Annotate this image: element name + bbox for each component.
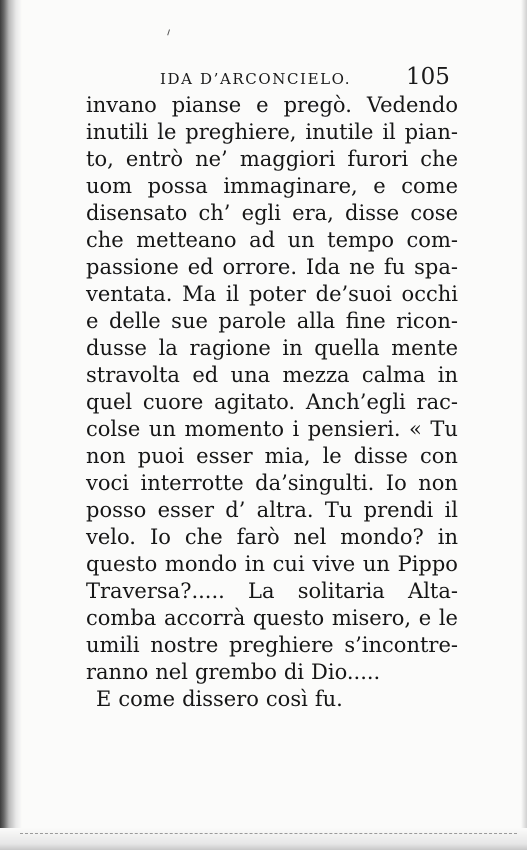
text-line [86,335,458,362]
word: Alta- [408,579,458,603]
word: invano [86,93,157,117]
binding-shadow [0,0,22,850]
word: nel [293,525,327,549]
word: occhi [401,282,458,306]
text-line [86,470,458,497]
word: La [248,579,275,603]
word: da’singulti. [255,471,375,495]
word: pian- [404,120,458,144]
word: tempo [327,228,395,252]
word: E [96,687,112,711]
word: non [418,471,458,495]
text-line [86,551,458,578]
word: cui [272,552,305,576]
word: metteano [136,228,237,252]
word: spa- [414,255,458,279]
word: colse [86,417,141,441]
word: voci [86,471,129,495]
word: passione [86,255,179,279]
text-line [86,443,458,470]
text-line [86,389,458,416]
word: « [409,417,422,441]
word: delle [108,309,161,333]
word: inutili [86,120,149,144]
page-edge-bottom [0,828,527,850]
text-line [86,92,458,119]
word: ed [192,363,219,387]
word: ch’ [198,201,231,225]
word: ricon- [396,309,458,333]
word: il [225,282,240,306]
word: de’suoi [315,282,392,306]
word: calma [361,363,426,387]
text-line [86,254,458,281]
word: un [148,417,176,441]
word: comba [86,606,157,630]
text-line [86,362,458,389]
word: come [401,174,458,198]
word: fu [383,255,406,279]
text-line [86,416,458,443]
word: uom [86,174,133,198]
word: il [382,120,396,144]
word: dusse [86,336,147,360]
word: questo [252,606,325,630]
word: furori [347,147,409,171]
word: alla [296,309,336,333]
word: preghiere, [185,120,297,144]
word: nel [155,660,188,684]
word: Dio..... [311,660,381,684]
word: le [322,444,342,468]
word: cose [410,201,458,225]
word: ventata. [86,282,173,306]
word: Traversa?..... [86,579,225,603]
word: immaginare, [223,174,358,198]
word: maggiori [239,147,336,171]
page-bottom-rule [20,833,517,834]
word: Anch’egli [305,390,406,414]
word: possa [147,174,208,198]
word: era, [292,201,334,225]
word: d’ [225,498,246,522]
word: esser [196,444,253,468]
word: s’incontre- [344,633,458,657]
word: puoi [137,444,185,468]
word: altra. [256,498,314,522]
word: i [292,417,300,441]
word: quella [314,336,380,360]
ink-speck [167,29,174,36]
word: accorrà [163,606,246,630]
word: così [265,687,308,711]
text-line [86,173,458,200]
word: cuore [142,390,204,414]
word: posso [86,498,147,522]
word: agitato. [214,390,296,414]
word: dissero [182,687,259,711]
page-edge-right [521,0,527,850]
word: Pippo [397,552,458,576]
word: non [86,444,126,468]
word: che [420,147,458,171]
word: e [256,93,269,117]
word: ed [187,255,214,279]
word: pianse [171,93,242,117]
text-line [86,119,458,146]
word: Vedendo [366,93,458,117]
word: pensieri. [307,417,401,441]
word: in [282,336,303,360]
word: grembo [194,660,277,684]
word: pregò. [283,93,352,117]
word: inutile [305,120,374,144]
text-line [86,524,458,551]
word: stravolta [86,363,180,387]
word: una [230,363,271,387]
word: come [118,687,176,711]
text-line [86,200,458,227]
word: che [86,228,124,252]
word: esser [157,498,215,522]
text-line [86,659,458,686]
word: in [244,552,265,576]
word: nostre [150,633,219,657]
word: misero, [331,606,412,630]
word: momento [184,417,284,441]
word: in [437,363,458,387]
word: Io [149,525,171,549]
word: le [438,606,458,630]
text-line [86,578,458,605]
word: solitaria [297,579,385,603]
word: le [157,120,177,144]
text-line [86,632,458,659]
text-line [86,281,458,308]
word: e [418,606,432,630]
word: egli [241,201,281,225]
page-number: 105 [406,64,450,90]
word: farò [236,525,280,549]
word: poter [248,282,306,306]
word: umili [86,633,140,657]
text-line [86,686,458,713]
word: Io [385,471,407,495]
word: disse [353,444,408,468]
word: in [437,525,458,549]
word: mondo? [340,525,424,549]
word: la [158,336,178,360]
word: mia, [264,444,311,468]
word: ranno [86,660,149,684]
word: Tu [430,417,458,441]
word: questo [86,552,158,576]
word: che [184,525,223,549]
word: fine [345,309,386,333]
page-header [160,66,460,94]
word: un [362,552,390,576]
word: ragione [189,336,271,360]
word: prendi [363,498,434,522]
text-line [86,497,458,524]
word: vive [312,552,356,576]
text-line [86,227,458,254]
word: un [287,228,315,252]
word: rac- [416,390,458,414]
word: quel [86,390,133,414]
word: con [419,444,458,468]
word: Ma [182,282,217,306]
running-title: IDA D’ARCONCIELO. [160,70,352,88]
word: parole [218,309,287,333]
word: orrore. [222,255,298,279]
word: e [86,309,99,333]
word: Tu [324,498,353,522]
word: ne [349,255,376,279]
word: preghiere [229,633,334,657]
text-line [86,146,458,173]
word: disse [345,201,400,225]
text-line [86,605,458,632]
body-text [86,92,458,713]
word: fu. [314,687,343,711]
text-line [86,308,458,335]
word: il [444,498,458,522]
word: ad [249,228,276,252]
word: di [283,660,305,684]
word: mondo [164,552,238,576]
word: ne’ [195,147,228,171]
word: disensato [86,201,188,225]
word: velo. [86,525,136,549]
word: to, [86,147,114,171]
word: com- [406,228,458,252]
word: Ida [305,255,341,279]
word: sue [171,309,208,333]
word: entrò [125,147,183,171]
word: mente [391,336,458,360]
word: interrotte [140,471,244,495]
word: mezza [282,363,350,387]
word: e [373,174,386,198]
